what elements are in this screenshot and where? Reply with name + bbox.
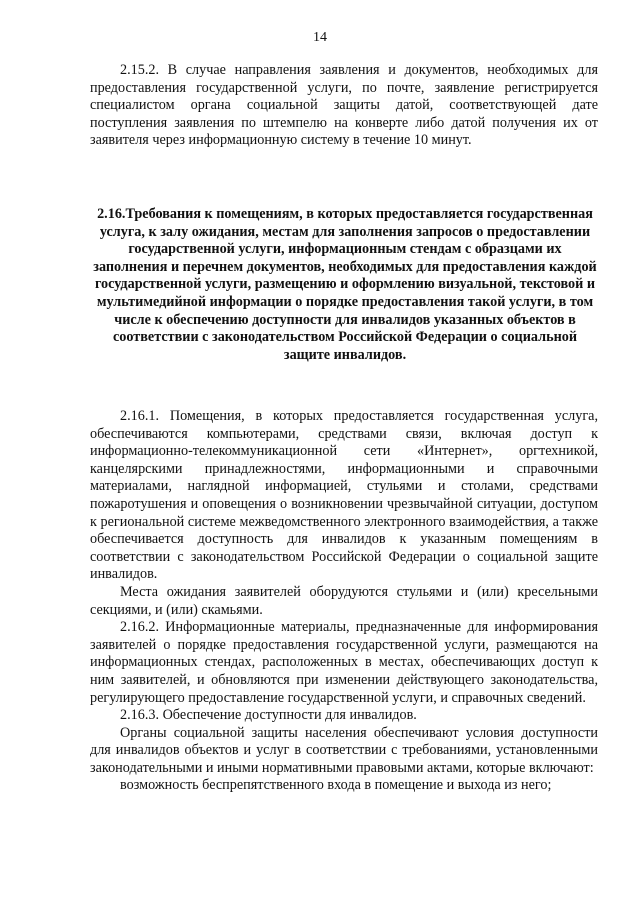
paragraph-2-16-1: 2.16.1. Помещения, в которых предоставляется государственная услуга, обеспечиваются компьютерами, средствами связи, включая доступ к информационно-телекоммуникационной сети «Интернет», оргтехникой, канцелярскими принадлежностями, информационными и справочными материалами, наглядной информацией, стульями и столами, средствами пожаротушения и оповещения о возникновении чрезвычайной ситуации, доступом к региональной системе межведомственного электронного взаимодействия, а также обеспечивается доступность для инвалидов к указанным помещениям в соответствии с законодательством Российской Федерации о социальной защите инвалидов. [90,408,598,583]
page-number: 14 [313,30,327,45]
section-heading-2-16: 2.16.Требования к помещениям, в которых предоставляется государственная услуга, к залу ожидания, местам для заполнения запросов о предоставлении государственной услуги, информационным стендам с образцами их заполнения и перечнем документов, необходимых для предоставления каждой государственной услуги, размещению и оформлению визуальной, текстовой и мультимедийной информации о порядке предоставления такой услуги, в том числе к обеспечению доступности для инвалидов указанных объектов в соответствии с законодательством Российской Федерации о социальной защите инвалидов. [93,206,597,363]
section-2-15-2 [90,62,598,150]
section-2-16-body [90,408,598,795]
paragraph-social-organs: Органы социальной защиты населения обеспечивают условия доступности для инвалидов объектов и услуг в соответствии с требованиями, установленными законодательными и иными нормативными правовыми актами, которые включают: [90,724,598,776]
paragraph-2-15-2: 2.15.2. В случае направления заявления и документов, необходимых для предоставления государственной услуги, по почте, заявление регистрируется специалистом органа социальной защиты датой, соответствующей дате поступления заявления по штемпелю на конверте либо датой получения их от заявителя через информационную систему в течение 10 минут. [90,62,598,149]
paragraph-2-16-3: 2.16.3. Обеспечение доступности для инвалидов. [120,707,417,724]
paragraph-waiting-places: Места ожидания заявителей оборудуются стульями и (или) кресельными секциями, и (или) скамьями. [90,583,598,618]
paragraph-entry-possibility: возможность беспрепятственного входа в помещение и выхода из него; [120,777,552,794]
paragraph-2-16-2: 2.16.2. Информационные материалы, предназначенные для информирования заявителей о порядке предоставления государственной услуги, размещаются на информационных стендах, расположенных в местах, обеспечивающих доступ к ним заявителей, и обновляются при изменении действующего законодательства, регулирующего предоставление государственной услуги, и справочных сведений. [90,619,598,706]
